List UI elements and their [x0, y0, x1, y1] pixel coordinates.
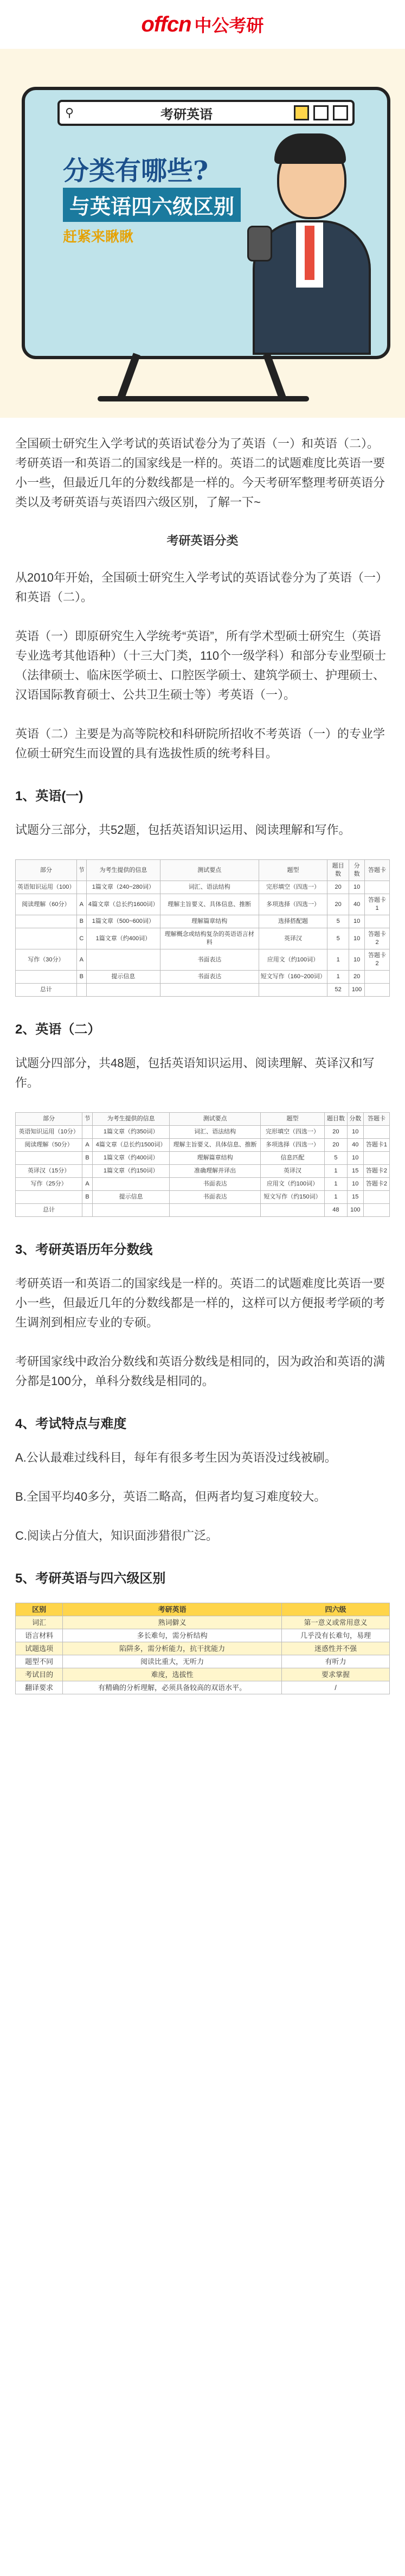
table-cell: 词汇	[16, 1616, 63, 1629]
hero-banner	[0, 49, 405, 418]
column-header: 为考生提供的信息	[92, 1113, 169, 1126]
table-cell: 词汇、语法结构	[170, 1126, 261, 1139]
paragraph: 从2010年开始，全国硕士研究生入学考试的英语试卷分为了英语（一）和英语（二）。	[15, 571, 388, 604]
table-row	[16, 1178, 390, 1191]
column-header: 节	[82, 1113, 93, 1126]
table-cell: 5	[327, 928, 349, 949]
table-cell	[76, 881, 86, 894]
table-cell	[260, 1204, 324, 1217]
heading-score-lines: 3、考研英语历年分数线	[15, 1242, 153, 1257]
table-cell: A	[76, 949, 86, 971]
table-cell: 书面表达	[170, 1191, 261, 1204]
table-cell	[170, 1204, 261, 1217]
table-row	[16, 881, 390, 894]
table-cell: 10	[347, 1126, 363, 1139]
table-cell: 20	[325, 1126, 348, 1139]
paragraph: 英语（二）主要是为高等院校和科研院所招收不考英语（一）的专业学位硕士研究生而设置的具有选拔性质的统考科目。	[15, 727, 385, 760]
table-cell: 理解篇章结构	[170, 1152, 261, 1165]
table-cell	[82, 1165, 93, 1178]
table-cell: 1篇文章（约400词）	[86, 928, 160, 949]
table-cell	[363, 1152, 389, 1165]
table-cell: 要求掌握	[282, 1668, 390, 1681]
paragraph: 试题分三部分，共52题，包括英语知识运用、阅读理解和写作。	[15, 823, 351, 837]
paragraph: 考研国家线中政治分数线和英语分数线是相同的，因为政治和英语的满分都是100分，单科分数线是相同的。	[15, 1355, 385, 1388]
table-cell: 多项选择（四选一）	[260, 1139, 324, 1152]
table-row	[16, 1152, 390, 1165]
table-row	[16, 971, 390, 984]
banner-subheading: 与英语四六级区别	[63, 188, 241, 222]
window-button-icon	[313, 105, 329, 120]
table-cell: 书面表达	[160, 949, 259, 971]
table-cell: 10	[349, 881, 365, 894]
table-cell: /	[282, 1681, 390, 1694]
table-cell: 1	[327, 971, 349, 984]
table-cell: 书面表达	[170, 1178, 261, 1191]
table-cell: 第一意义或常用意义	[282, 1616, 390, 1629]
table-cell	[76, 984, 86, 997]
article-body	[0, 434, 405, 1694]
table-cell: 1	[327, 949, 349, 971]
table-row	[16, 949, 390, 971]
table-cell	[16, 928, 77, 949]
table-cell: 写作（30分）	[16, 949, 77, 971]
table-cell: 1	[325, 1178, 348, 1191]
table-cell: 40	[347, 1139, 363, 1152]
table-cell: 阅读理解（50分）	[16, 1139, 82, 1152]
table-cell: 1篇文章（240~280词）	[86, 881, 160, 894]
table-cell	[160, 984, 259, 997]
table-cell: 20	[327, 894, 349, 915]
table-cell: 短文写作（160~200词）	[259, 971, 327, 984]
table-cell: 100	[347, 1204, 363, 1217]
table-cell: 1篇文章（约400词）	[92, 1152, 169, 1165]
column-header: 分数	[347, 1113, 363, 1126]
table-row	[16, 1616, 390, 1629]
table-cell: 迷惑性并不强	[282, 1642, 390, 1655]
table-cell: B	[82, 1191, 93, 1204]
table-cell: 完形填空（四选一）	[260, 1126, 324, 1139]
table-cell: 10	[347, 1152, 363, 1165]
table-cell: 英译汉（15分）	[16, 1165, 82, 1178]
table-row	[16, 1629, 390, 1642]
table-cell: 20	[349, 971, 365, 984]
table-cell	[92, 1204, 169, 1217]
table-cell: 试题选项	[16, 1642, 63, 1655]
table-cell	[363, 1126, 389, 1139]
english-one-table	[15, 859, 390, 997]
column-header: 部分	[16, 860, 77, 881]
column-header: 答题卡	[365, 860, 390, 881]
table-cell: 1篇文章（约350词）	[92, 1126, 169, 1139]
table-cell	[82, 1126, 93, 1139]
heading-exam-features: 4、考试特点与难度	[15, 1417, 127, 1431]
table-cell: 有听力	[282, 1655, 390, 1668]
table-cell: C	[76, 928, 86, 949]
table-cell	[16, 971, 77, 984]
brand-logo	[0, 0, 405, 49]
table-cell	[365, 881, 390, 894]
table-cell	[16, 1191, 82, 1204]
table-cell: 答题卡2	[363, 1165, 389, 1178]
tv-illustration	[22, 87, 390, 359]
table-cell: 总计	[16, 1204, 82, 1217]
column-header: 测试要点	[160, 860, 259, 881]
table-cell: 多项选择（四选一）	[259, 894, 327, 915]
table-cell: 15	[347, 1191, 363, 1204]
column-header: 题目数	[327, 860, 349, 881]
table-row	[16, 1204, 390, 1217]
table-cell: 理解主旨要义、具体信息、推断	[160, 894, 259, 915]
section-title: 考研英语分类	[166, 534, 239, 547]
table-cell: 熟词僻义	[63, 1616, 282, 1629]
table-cell: 4篇文章（总长约1600词）	[86, 894, 160, 915]
table-header-row	[16, 860, 390, 881]
comparison-table	[15, 1603, 390, 1694]
banner-bar-title: 考研英语	[160, 107, 213, 122]
window-button-icon	[294, 105, 309, 120]
table-cell: 语言材料	[16, 1629, 63, 1642]
table-cell: 题型不同	[16, 1655, 63, 1668]
table-cell: 翻译要求	[16, 1681, 63, 1694]
table-cell: 陷阱多，需分析能力，抗干扰能力	[63, 1642, 282, 1655]
banner-heading: 分类有哪些?	[63, 156, 209, 186]
table-cell	[86, 984, 160, 997]
table-cell: 52	[327, 984, 349, 997]
table-cell: B	[82, 1152, 93, 1165]
table-row	[16, 1642, 390, 1655]
paragraph: 考研英语一和英语二的国家线是一样的。英语二的试题难度比英语一要小一些，但最近几年的分数线都是一样的，这样可以方便报考学硕的考生调剂到相应专业的专硕。	[15, 1277, 385, 1329]
heading-english-two: 2、英语（二）	[15, 1022, 101, 1037]
table-cell: 48	[325, 1204, 348, 1217]
column-header: 区别	[16, 1603, 63, 1616]
column-header: 题型	[259, 860, 327, 881]
paragraph: B.全国平均40多分，英语二略高，但两者均复习难度较大。	[15, 1490, 326, 1503]
table-row	[16, 1191, 390, 1204]
table-cell: 1篇文章（约150词）	[92, 1165, 169, 1178]
table-row	[16, 1681, 390, 1694]
paragraph: A.公认最难过线科目，每年有很多考生因为英语没过线被刷。	[15, 1451, 337, 1464]
table-row	[16, 894, 390, 915]
table-cell: B	[76, 915, 86, 928]
table-cell: 理解篇章结构	[160, 915, 259, 928]
table-row	[16, 1165, 390, 1178]
table-cell	[363, 1204, 389, 1217]
table-cell: 40	[349, 894, 365, 915]
search-icon: ⚲	[65, 106, 74, 119]
table-cell	[82, 1204, 93, 1217]
table-row	[16, 915, 390, 928]
table-cell: 英语知识运用（100）	[16, 881, 77, 894]
microphone-icon	[247, 226, 272, 262]
table-cell: B	[76, 971, 86, 984]
table-cell: 5	[325, 1152, 348, 1165]
table-cell	[363, 1191, 389, 1204]
banner-tagline: 赶紧来瞅瞅	[63, 228, 134, 245]
table-cell	[365, 915, 390, 928]
paragraph: 英语（一）即原研究生入学统考“英语”，所有学术型硕士研究生（英语专业选考其他语种）（十三大门类，110个一级学科）和部分专业型硕士（法律硕士、临床医学硕士、口腔医学硕士、建筑学硕士、护理硕士、汉语国际教育硕士、公共卫生硕士等）考英语（一）。	[15, 629, 387, 702]
column-header: 答题卡	[363, 1113, 389, 1126]
table-cell: 阅读理解（60分）	[16, 894, 77, 915]
table-cell	[16, 915, 77, 928]
table-cell: 答题卡1	[363, 1139, 389, 1152]
table-row	[16, 1126, 390, 1139]
table-cell: 答题卡2	[365, 928, 390, 949]
table-cell: 10	[349, 928, 365, 949]
news-anchor-illustration	[253, 133, 367, 350]
column-header: 部分	[16, 1113, 82, 1126]
table-header-row	[16, 1113, 390, 1126]
column-header: 四六级	[282, 1603, 390, 1616]
close-icon	[333, 105, 348, 120]
column-header: 节	[76, 860, 86, 881]
table-cell: 总计	[16, 984, 77, 997]
table-cell: 10	[347, 1178, 363, 1191]
table-cell: 20	[327, 881, 349, 894]
logo-text: 中公考研	[194, 16, 264, 35]
table-cell: 提示信息	[86, 971, 160, 984]
table-cell: 写作（25分）	[16, 1178, 82, 1191]
heading-english-one: 1、英语(一)	[15, 789, 83, 804]
column-header: 测试要点	[170, 1113, 261, 1126]
column-header: 考研英语	[63, 1603, 282, 1616]
table-cell: 理解主旨要义、具体信息、推断	[170, 1139, 261, 1152]
english-two-table	[15, 1112, 390, 1217]
table-cell: 难度，选拔性	[63, 1668, 282, 1681]
table-cell: 多长难句，需分析结构	[63, 1629, 282, 1642]
table-cell	[365, 984, 390, 997]
column-header: 题型	[260, 1113, 324, 1126]
table-cell: 10	[349, 949, 365, 971]
table-cell: 1篇文章（500~600词）	[86, 915, 160, 928]
table-cell: 4篇文章（总长约1500词）	[92, 1139, 169, 1152]
tv-title-bar	[57, 100, 355, 126]
table-cell: 15	[347, 1165, 363, 1178]
table-cell: 短文写作（约150词）	[260, 1191, 324, 1204]
table-cell	[16, 1152, 82, 1165]
table-cell: 信息匹配	[260, 1152, 324, 1165]
table-cell: 英译汉	[260, 1165, 324, 1178]
table-cell: 1	[325, 1191, 348, 1204]
intro-paragraph: 全国硕士研究生入学考试的英语试卷分为了英语（一）和英语（二）。考研英语一和英语二的国家线是一样的。英语二的试题难度比英语一要小一些，但最近几年的分数线都是一样的。今天考研军整理考研英语分类以及考研英语与英语四六级区别，了解一下~	[15, 437, 385, 509]
table-cell: 答题卡2	[365, 949, 390, 971]
table-cell: A	[82, 1178, 93, 1191]
heading-cet-difference: 5、考研英语与四六级区别	[15, 1571, 166, 1586]
table-row	[16, 1668, 390, 1681]
table-cell: A	[82, 1139, 93, 1152]
table-cell: A	[76, 894, 86, 915]
table-cell: 答题卡2	[363, 1178, 389, 1191]
table-cell: 1	[325, 1165, 348, 1178]
table-row	[16, 1139, 390, 1152]
table-cell: 提示信息	[92, 1191, 169, 1204]
table-row	[16, 928, 390, 949]
table-cell: 应用文（约100词）	[260, 1178, 324, 1191]
table-cell: 完形填空（四选一）	[259, 881, 327, 894]
table-cell: 5	[327, 915, 349, 928]
table-cell: 应用文（约100词）	[259, 949, 327, 971]
table-cell: 答题卡1	[365, 894, 390, 915]
table-cell: 有精确的分析理解，必须具备较高的双语水平。	[63, 1681, 282, 1694]
table-cell	[259, 984, 327, 997]
table-cell: 词汇、语法结构	[160, 881, 259, 894]
table-cell	[86, 949, 160, 971]
logo-mark: offcn	[141, 12, 191, 36]
table-cell: 理解概念或结构复杂的英语语言材料	[160, 928, 259, 949]
table-cell: 100	[349, 984, 365, 997]
table-header-row	[16, 1603, 390, 1616]
table-row	[16, 1655, 390, 1668]
table-cell: 英译汉	[259, 928, 327, 949]
table-cell	[92, 1178, 169, 1191]
paragraph: 试题分四部分，共48题，包括英语知识运用、阅读理解、英译汉和写作。	[15, 1056, 375, 1089]
table-cell: 准确理解并译出	[170, 1165, 261, 1178]
table-cell: 考试目的	[16, 1668, 63, 1681]
table-cell: 10	[349, 915, 365, 928]
column-header: 题目数	[325, 1113, 348, 1126]
table-cell: 英语知识运用（10分）	[16, 1126, 82, 1139]
paragraph: C.阅读占分值大，知识面涉猎很广泛。	[15, 1529, 218, 1542]
table-row	[16, 984, 390, 997]
table-cell: 几乎没有长难句，易理	[282, 1629, 390, 1642]
table-cell: 20	[325, 1139, 348, 1152]
table-cell: 选择搭配题	[259, 915, 327, 928]
column-header: 为考生提供的信息	[86, 860, 160, 881]
table-cell	[365, 971, 390, 984]
column-header: 分数	[349, 860, 365, 881]
table-cell: 书面表达	[160, 971, 259, 984]
table-cell: 阅读比重大，无听力	[63, 1655, 282, 1668]
